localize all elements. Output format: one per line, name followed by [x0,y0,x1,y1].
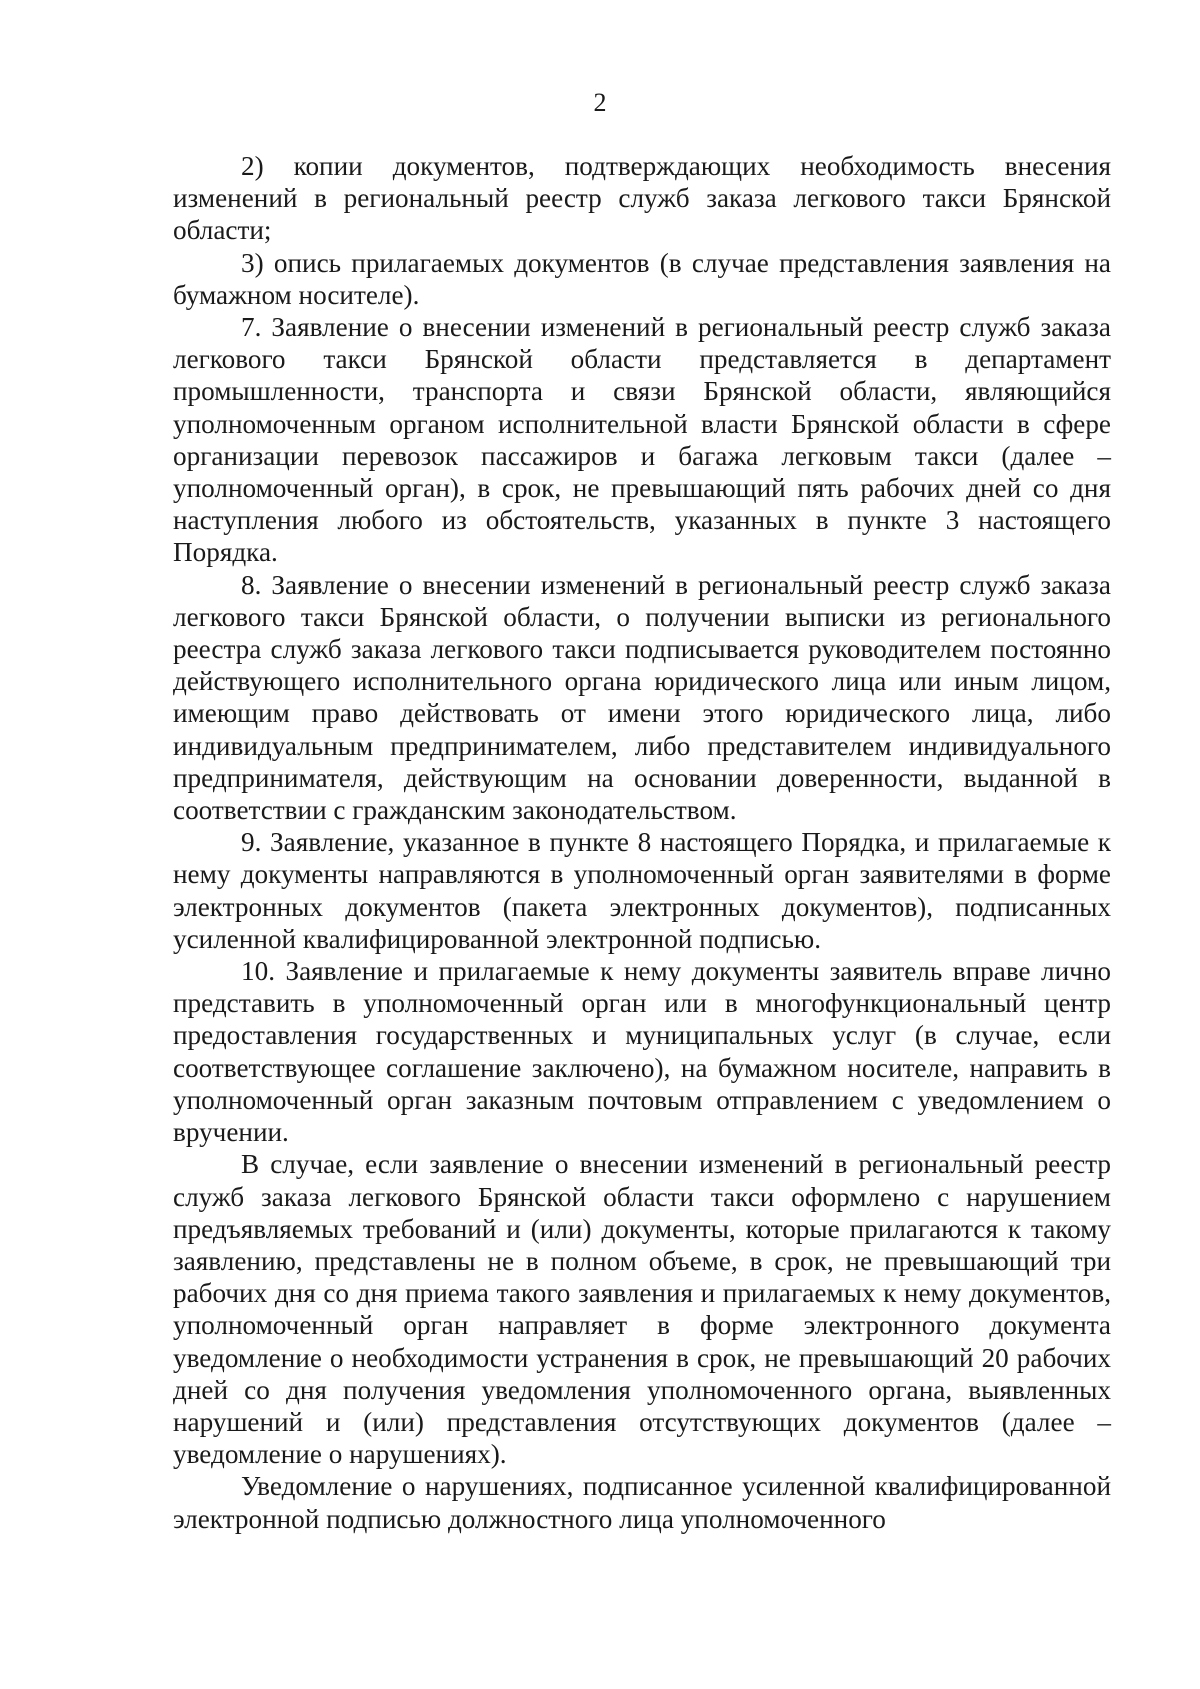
paragraph-item-2-copies: 2) копии документов, подтверждающих необходимость внесения изменений в региональный реестр служб заказа легкового такси Брянской области; [173,151,1111,246]
paragraph-clause-8: 8. Заявление о внесении изменений в региональный реестр служб заказа легкового такси Брянской области, о получении выписки из регионального реестра служб заказа легкового такси подписывается руководителем постоянно действующего исполнительного органа юридического лица или иным лицом, имеющим право действовать от имени этого юридического лица, либо индивидуальным предпринимателем, либо представителем индивидуального предпринимателя, действующим на основании доверенности, выданной в соответствии с гражданским законодательством. [173,569,1111,826]
paragraph-violations-notice: Уведомление о нарушениях, подписанное усиленной квалифицированной электронной подписью должностного лица уполномоченного [173,1471,1111,1534]
paragraph-clause-7: 7. Заявление о внесении изменений в региональный реестр служб заказа легкового такси Брянской области представляется в департамент промышленности, транспорта и связи Брянской области, являющийся уполномоченным органом исполнительной власти Брянской области в сфере организации перевозок пассажиров и багажа легковым такси (далее – уполномоченный орган), в срок, не превышающий пять рабочих дней со дня наступления любого из обстоятельств, указанных в пункте 3 настоящего Порядка. [173,312,1111,568]
paragraph-clause-9: 9. Заявление, указанное в пункте 8 настоящего Порядка, и прилагаемые к нему документы направляются в уполномоченный орган заявителями в форме электронных документов (пакета электронных документов), подписанных усиленной квалифицированной электронной подписью. [173,827,1111,954]
paragraph-violations-case: В случае, если заявление о внесении изменений в региональный реестр служб заказа легкового Брянской области такси оформлено с нарушением предъявляемых требований и (или) документы, которые прилагаются к такому заявлению, представлены не в полном объеме, в срок, не превышающий три рабочих дня со дня приема такого заявления и прилагаемых к нему документов, уполномоченный орган направляет в форме электронного документа уведомление о необходимости устранения в срок, не превышающий 20 рабочих дней со дня получения уведомления уполномоченного органа, выявленных нарушений и (или) представления отсутствующих документов (далее – уведомление о нарушениях). [173,1149,1111,1470]
document-body [173,150,1111,1535]
page-number: 2 [593,88,607,117]
paragraph-item-3-inventory: 3) опись прилагаемых документов (в случае представления заявления на бумажном носителе). [173,247,1111,310]
paragraph-clause-10: 10. Заявление и прилагаемые к нему документы заявитель вправе лично представить в уполномоченный орган или в многофункциональный центр предоставления государственных и муниципальных услуг (в случае, если соответствующее соглашение заключено), на бумажном носителе, направить в уполномоченный орган заказным почтовым отправлением с уведомлением о вручении. [173,956,1111,1148]
